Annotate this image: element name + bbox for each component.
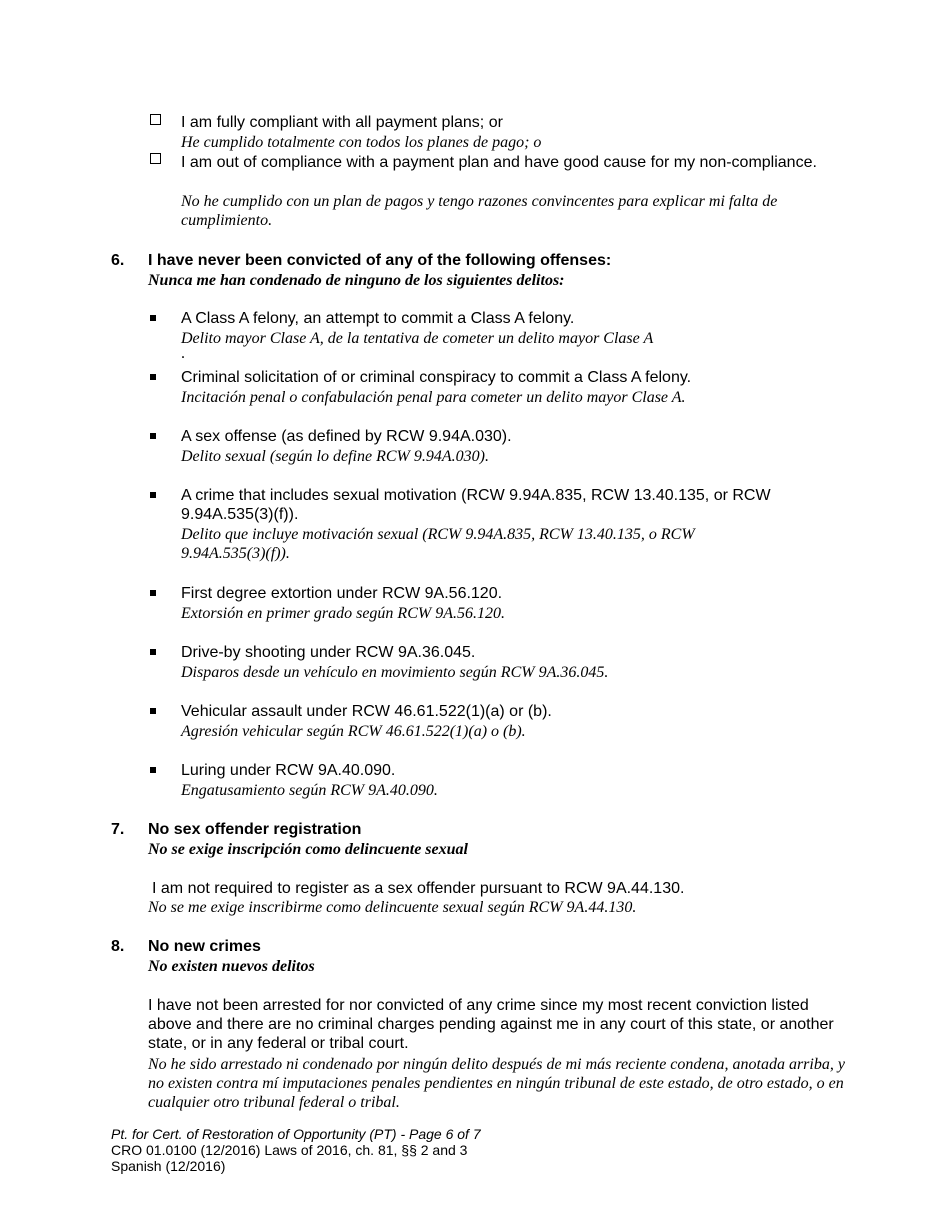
offense-item-en: A Class A felony, an attempt to commit a Class A felony. <box>181 310 575 327</box>
footer-form-number: CRO 01.0100 (12/2016) Laws of 2016, ch. 81, §§ 2 and 3 <box>111 1142 468 1158</box>
footer-language: Spanish (12/2016) <box>111 1158 226 1174</box>
bullet <box>150 590 156 596</box>
section-6-title-es: Nunca me han condenado de ninguno de los siguientes delitos: <box>148 272 565 289</box>
section-6-title: I have never been convicted of any of the following offenses: <box>148 252 612 269</box>
checkbox-fully-compliant[interactable] <box>150 114 161 125</box>
section-8-body-es: No he sido arrestado ni condenado por ningún delito después de mi más reciente condena, anotada arriba, y no existen contra mí imputaciones penales pendientes en ningún tribunal de este estado, de otro estado, o en cualquier otro tribunal federal o tribal. <box>148 1056 845 1111</box>
offense-item-es: Delito mayor Clase A, de la tentativa de cometer un delito mayor Clase A <box>181 330 654 347</box>
section-8-title-es: No existen nuevos delitos <box>148 958 315 975</box>
offense-item-es: Engatusamiento según RCW 9A.40.090. <box>181 782 438 799</box>
bullet <box>150 433 156 439</box>
option-fully-compliant-en: I am fully compliant with all payment plans; or <box>181 114 503 131</box>
offense-item-en: Vehicular assault under RCW 46.61.522(1)(a) or (b). <box>181 703 552 720</box>
offense-item-es: Delito sexual (según lo define RCW 9.94A.030). <box>181 448 489 465</box>
bullet <box>150 767 156 773</box>
section-8-number: 8. <box>111 938 125 955</box>
footer-form-title: Pt. for Cert. of Restoration of Opportunity (PT) - Page 6 of 7 <box>111 1126 481 1142</box>
option-fully-compliant-es: He cumplido totalmente con todos los planes de pago; o <box>181 134 542 151</box>
section-8-title: No new crimes <box>148 938 261 955</box>
bullet <box>150 492 156 498</box>
bullet <box>150 708 156 714</box>
section-8-body: I have not been arrested for nor convicted of any crime since my most recent conviction listed above and there are no criminal charges pending against me in any court of this state, or another state, or in any federal or tribal court. <box>148 997 834 1052</box>
offense-item-en: A crime that includes sexual motivation (RCW 9.94A.835, RCW 13.40.135, or RCW 9.94A.535(3)(f)). <box>181 487 771 523</box>
offense-item-es: Delito que incluye motivación sexual (RCW 9.94A.835, RCW 13.40.135, o RCW 9.94A.535(3)(f)). <box>181 526 695 562</box>
bullet <box>150 649 156 655</box>
option-out-of-compliance-es: No he cumplido con un plan de pagos y tengo razones convincentes para explicar mi falta de cumplimiento. <box>181 193 778 229</box>
offense-item-es: Disparos desde un vehículo en movimiento según RCW 9A.36.045. <box>181 664 609 681</box>
stray-period: . <box>181 345 185 362</box>
offense-item-en: Drive-by shooting under RCW 9A.36.045. <box>181 644 476 661</box>
section-7-body: I am not required to register as a sex offender pursuant to RCW 9A.44.130. <box>152 880 685 897</box>
offense-item-en: Criminal solicitation of or criminal conspiracy to commit a Class A felony. <box>181 369 692 386</box>
section-7-title: No sex offender registration <box>148 821 362 838</box>
option-out-of-compliance-en: I am out of compliance with a payment plan and have good cause for my non-compliance. <box>181 154 817 171</box>
bullet <box>150 374 156 380</box>
offense-item-en: First degree extortion under RCW 9A.56.120. <box>181 585 503 602</box>
offense-item-es: Incitación penal o confabulación penal para cometer un delito mayor Clase A. <box>181 389 686 406</box>
offense-item-en: Luring under RCW 9A.40.090. <box>181 762 396 779</box>
checkbox-out-of-compliance[interactable] <box>150 153 161 164</box>
section-7-body-es: No se me exige inscribirme como delincuente sexual según RCW 9A.44.130. <box>148 899 637 916</box>
offense-item-en: A sex offense (as defined by RCW 9.94A.030). <box>181 428 512 445</box>
section-7-number: 7. <box>111 821 125 838</box>
offense-item-es: Agresión vehicular según RCW 46.61.522(1)(a) o (b). <box>181 723 526 740</box>
offense-item-es: Extorsión en primer grado según RCW 9A.56.120. <box>181 605 505 622</box>
section-6-number: 6. <box>111 252 125 269</box>
bullet <box>150 315 156 321</box>
section-7-title-es: No se exige inscripción como delincuente sexual <box>148 841 468 858</box>
